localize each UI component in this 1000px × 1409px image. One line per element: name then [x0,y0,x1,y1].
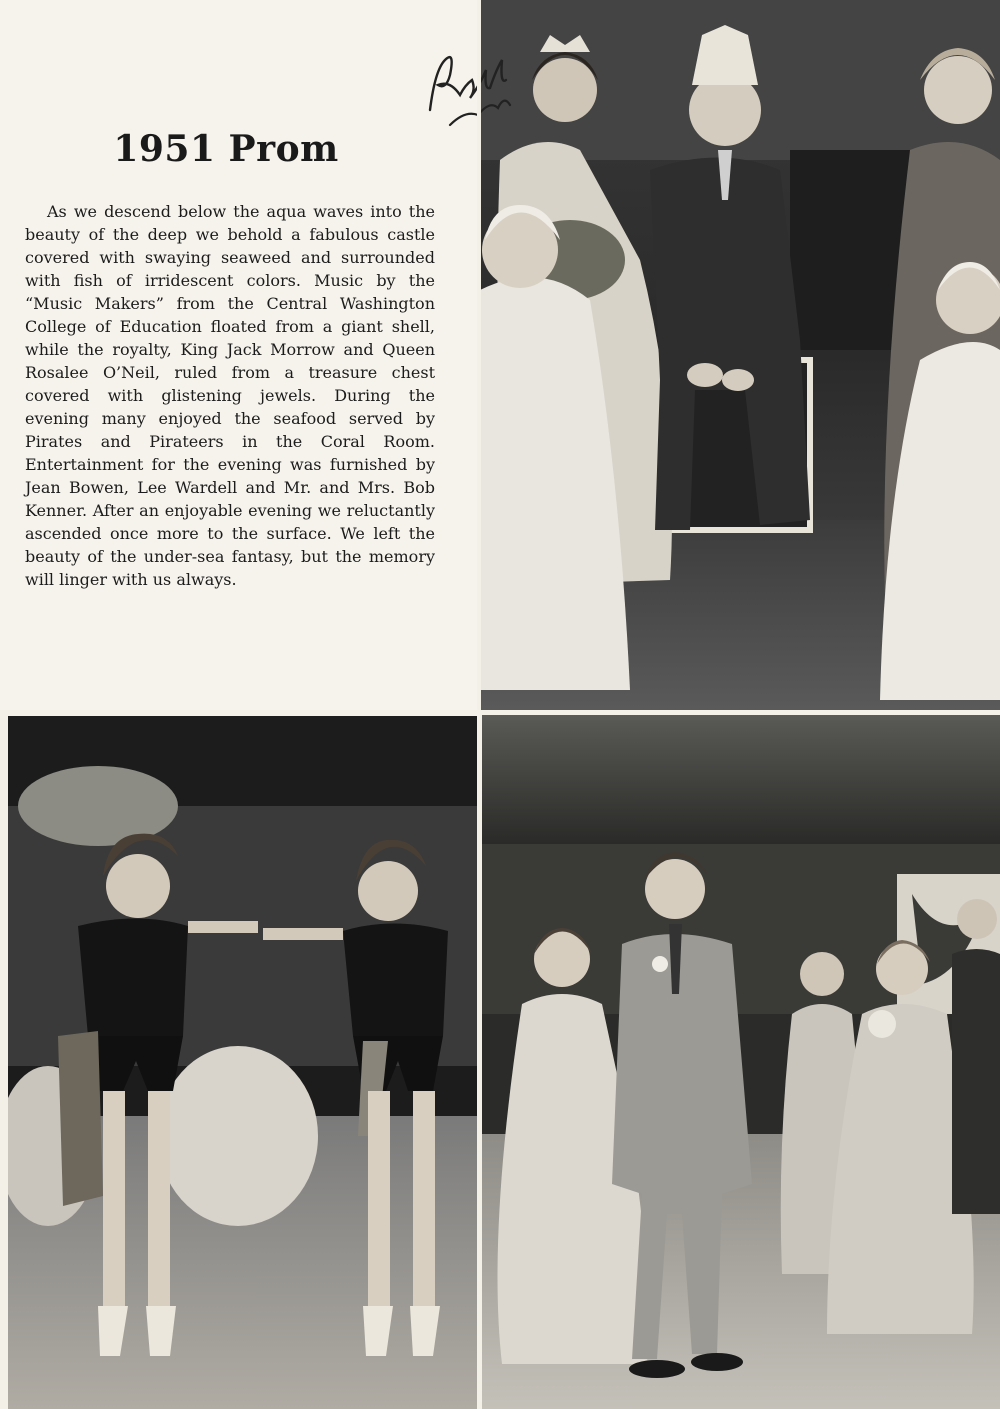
gutter-vertical [477,0,481,1409]
prom-description: As we descend below the aqua waves into the beauty of the deep we behold a fabulous castle covered with swaying seaweed and surrounded with fish of irridescent colors. Music by the “Music Makers” from the Central Washington College of Education floated from a giant shell, while the royalty, King Jack Morrow and Queen Rosalee O’Neil, ruled from a treasure chest covered with glistening jewels. During the evening many enjoyed the seafood served by Pirates and Pirateers in the Coral Room. Entertainment for the evening was furnished by Jean Bowen, Lee Wardell and Mr. and Mrs. Bob Kenner. After an enjoyable evening we reluctantly ascended once more to the surface. We left the beauty of the under-sea fantasy, but the memory will linger with us always. [25,202,435,589]
photo-dancers-entertainment [8,716,477,1409]
photo-grand-march [482,714,1000,1409]
grand-march-photo-drawing [482,714,1000,1409]
page-title: 1951 Prom [113,128,339,170]
dancers-photo-drawing [8,716,477,1409]
handwritten-signature [420,30,520,140]
royalty-photo-drawing [480,0,1000,710]
photo-king-queen-royalty [480,0,1000,710]
gutter-horizontal [0,710,1000,715]
text-panel [0,0,478,710]
